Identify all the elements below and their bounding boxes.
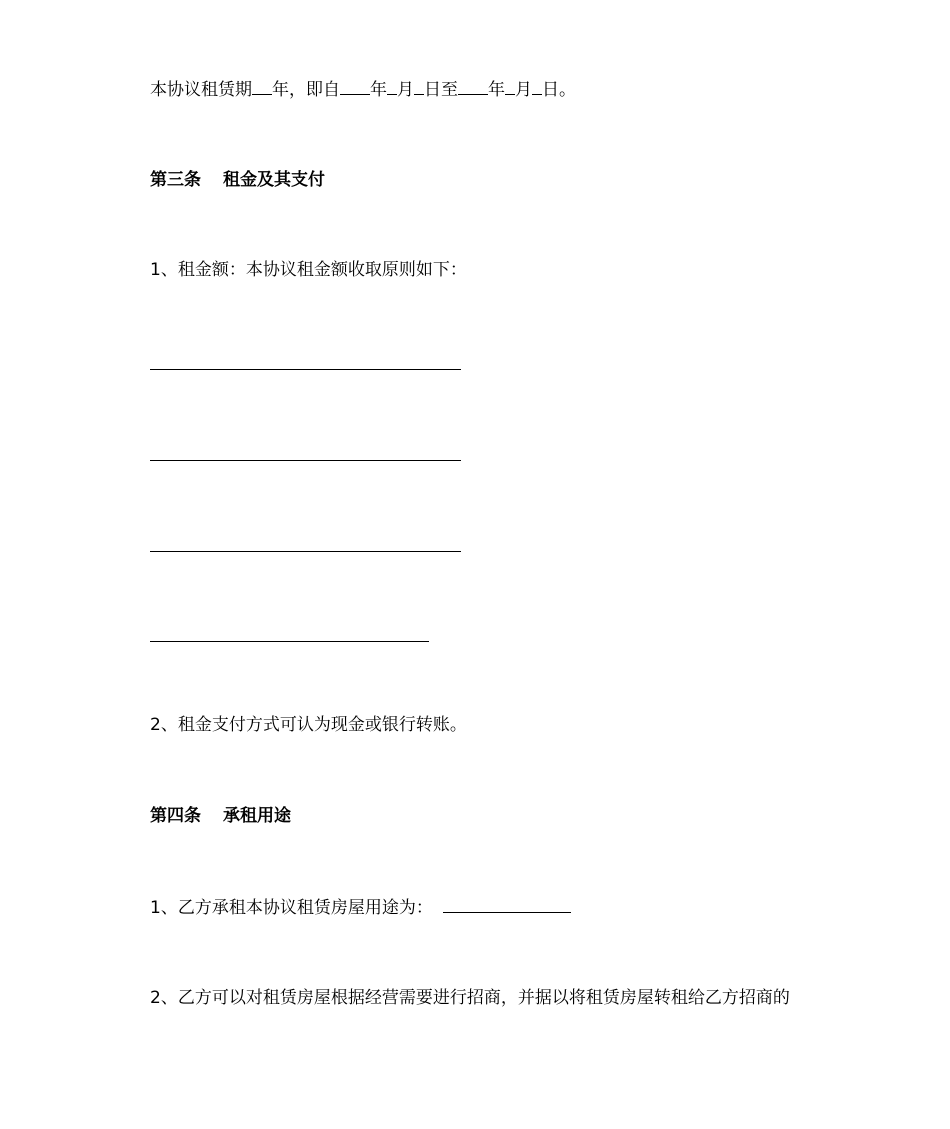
term-text-6: 年	[488, 80, 505, 100]
article-4-item-1	[150, 896, 571, 919]
rent-rule-blank-4	[150, 641, 429, 642]
start-year-blank	[340, 78, 370, 95]
term-text-3: 年	[370, 80, 387, 100]
term-text-8: 日。	[542, 80, 576, 100]
start-day-blank	[414, 78, 424, 95]
usage-blank	[443, 896, 571, 913]
rent-rule-blank-3	[150, 551, 461, 552]
start-month-blank	[387, 78, 397, 95]
article-3-item-2: 2、租金支付方式可认为现金或银行转账。	[150, 715, 467, 735]
article-3-heading	[150, 169, 325, 191]
article-4-number: 第四条	[150, 806, 201, 826]
term-text-5: 日至	[424, 80, 458, 100]
article-3-item-1: 1、租金额：本协议租金额收取原则如下：	[150, 260, 467, 280]
lease-term-line	[150, 78, 576, 101]
end-year-blank	[458, 78, 488, 95]
rent-rule-blank-1	[150, 369, 461, 370]
article-3-title: 租金及其支付	[223, 170, 325, 190]
term-text-4: 月	[397, 80, 414, 100]
term-text-7: 月	[515, 80, 532, 100]
article-4-item-2: 2、乙方可以对租赁房屋根据经营需要进行招商，并据以将租赁房屋转租给乙方招商的	[150, 988, 790, 1008]
article-4-title: 承租用途	[223, 806, 291, 826]
term-years-blank	[252, 78, 272, 95]
end-month-blank	[505, 78, 515, 95]
rent-rule-blank-2	[150, 460, 461, 461]
article-4-heading	[150, 805, 291, 827]
article-4-item-1-text: 1、乙方承租本协议租赁房屋用途为：	[150, 898, 433, 918]
term-text-2: 年，即自	[272, 80, 340, 100]
article-3-number: 第三条	[150, 170, 201, 190]
term-text-1: 本协议租赁期	[150, 80, 252, 100]
end-day-blank	[532, 78, 542, 95]
